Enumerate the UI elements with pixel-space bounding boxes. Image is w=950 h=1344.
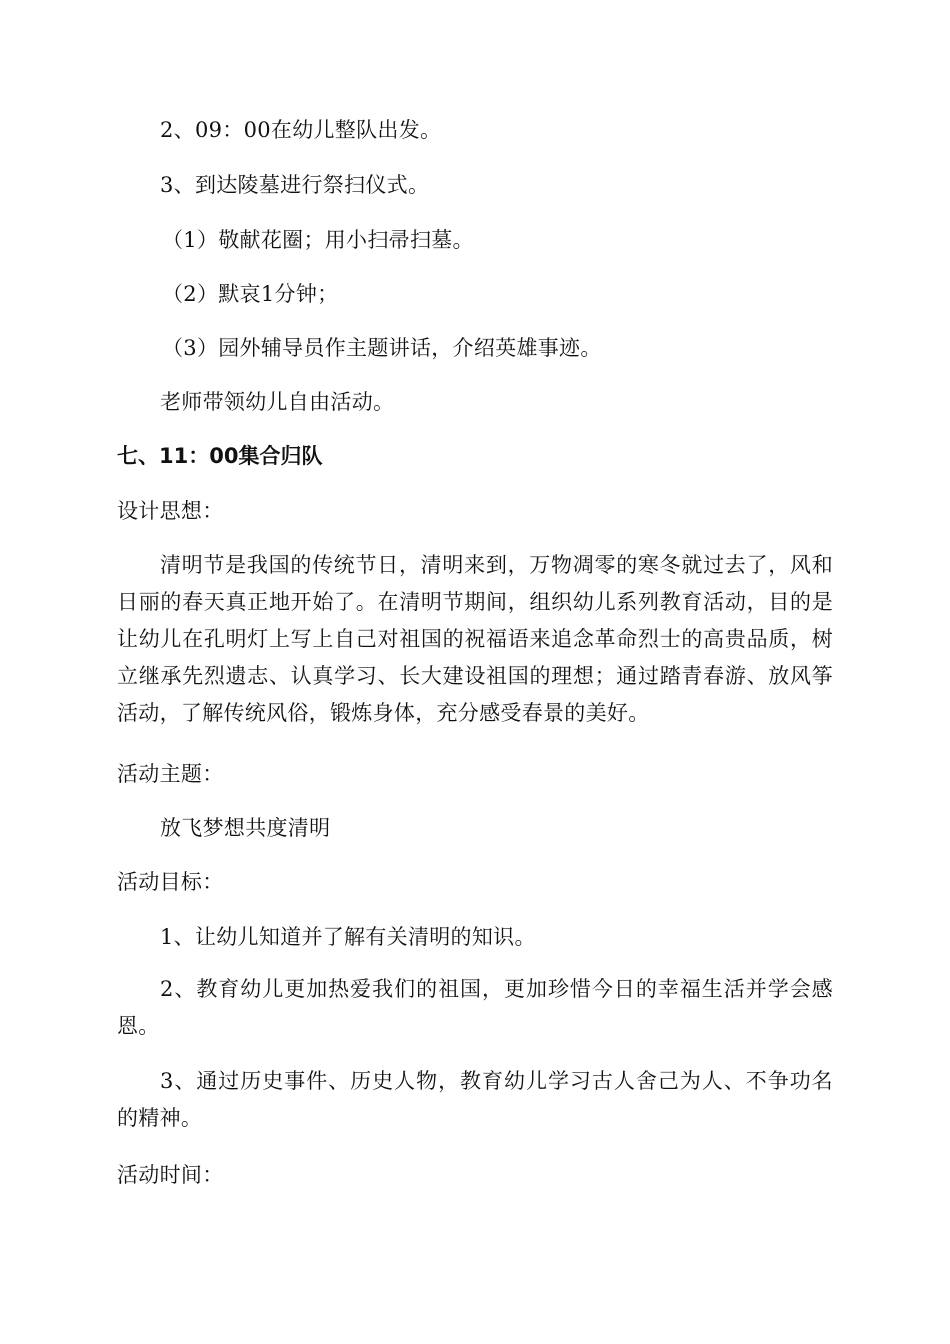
free-activity-line: 老师带领幼儿自由活动。 — [160, 390, 395, 414]
goal-item-2: 2、教育幼儿更加热爱我们的祖国，更加珍惜今日的幸福生活并学会感恩。 — [117, 977, 833, 1038]
design-paragraph: 清明节是我国的传统节日，清明来到，万物凋零的寒冬就过去了，风和日丽的春天真正地开始了。在清明节期间，组织幼儿系列教育活动，目的是让幼儿在孔明灯上写上自己对祖国的祝福语来追念革命烈士的高贵品质，树立继承先烈遗志、认真学习、长大建设祖国的理想；通过踏青春游、放风筝活动，了解传统风俗，锻炼身体，充分感受春景的美好。 — [117, 553, 833, 725]
goals-label: 活动目标： — [117, 870, 224, 894]
section-heading-7: 七、11：00集合归队 — [117, 444, 323, 468]
goal-item-3: 3、通过历史事件、历史人物，教育幼儿学习古人舍己为人、不争功名的精神。 — [117, 1069, 833, 1130]
theme-label: 活动主题： — [117, 762, 224, 786]
theme-text: 放飞梦想共度清明 — [160, 816, 331, 840]
schedule-sub-item-1: （1）敬献花圈；用小扫帚扫墓。 — [162, 228, 474, 252]
design-label: 设计思想： — [117, 499, 224, 523]
schedule-sub-item-2: （2）默哀1分钟； — [162, 282, 339, 306]
schedule-item-2: 2、09：00在幼儿整队出发。 — [160, 118, 442, 142]
schedule-sub-item-3: （3）园外辅导员作主题讲话，介绍英雄事迹。 — [162, 336, 602, 360]
time-label: 活动时间： — [117, 1163, 224, 1187]
goal-item-1: 1、让幼儿知道并了解有关清明的知识。 — [160, 925, 536, 949]
schedule-item-3: 3、到达陵墓进行祭扫仪式。 — [160, 173, 430, 197]
